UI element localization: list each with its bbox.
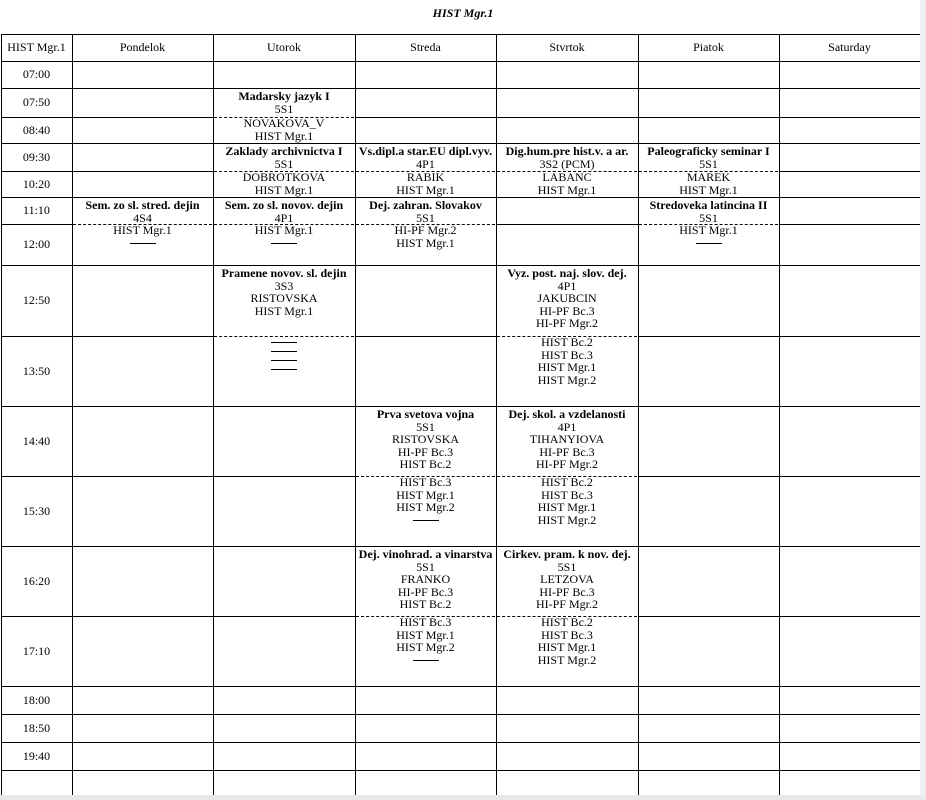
course-divider (639, 224, 778, 225)
row-separator (213, 143, 355, 144)
course-detail: 5S1 (416, 559, 435, 574)
course-detail: 3S2 (PCM) (539, 156, 595, 171)
row-separator (72, 336, 213, 337)
row-separator (72, 406, 213, 407)
row-separator (496, 224, 638, 225)
day-header-piatok: Piatok (693, 40, 724, 55)
course-name: Zaklady archivnictva I (225, 145, 343, 158)
course-divider (356, 171, 495, 172)
course-name: Sem. zo sl. stred. dejin (85, 199, 200, 212)
course-block-bottom (638, 171, 779, 197)
course-block-bottom (496, 171, 638, 197)
course-divider (497, 336, 637, 337)
row-separator (72, 770, 213, 771)
course-detail: HIST Bc.3 (541, 487, 593, 502)
course-block-bottom (638, 224, 779, 265)
course-detail: HIST Mgr.1 (396, 487, 455, 502)
row-separator (72, 143, 213, 144)
row-separator (779, 476, 920, 477)
row-separator (779, 171, 920, 172)
course-block-top (638, 199, 779, 224)
blank-line (271, 360, 297, 361)
day-header-saturday: Saturday (828, 40, 871, 55)
row-separator (638, 770, 779, 771)
column-separator (72, 34, 73, 800)
course-block-bottom (213, 117, 355, 143)
header-bottom-border (1, 61, 920, 62)
course-detail: HIST Bc.2 (541, 336, 593, 349)
course-block[interactable] (213, 199, 355, 265)
course-block-top (496, 408, 638, 476)
course-detail: RISTOVSKA (391, 432, 460, 446)
course-divider (214, 336, 354, 337)
row-separator (779, 714, 920, 715)
course-name: Vs.dipl.a star.EU dipl.vyv. (358, 145, 493, 158)
row-separator (779, 224, 920, 225)
course-detail: HIST Mgr.1 (679, 182, 738, 197)
time-slot-label: 12:00 (22, 237, 51, 252)
course-divider (73, 224, 212, 225)
course-detail: HIST Mgr.1 (679, 224, 738, 237)
course-name: Vyz. post. naj. slov. dej. (507, 267, 627, 280)
row-separator (72, 686, 213, 687)
course-detail: 5S1 (699, 210, 718, 224)
row-separator (496, 88, 638, 89)
course-detail: HIST Mgr.1 (254, 182, 314, 197)
course-detail: HIST Mgr.2 (537, 372, 597, 387)
corner-header: HIST Mgr.1 (7, 40, 66, 55)
course-detail: HIST Mgr.1 (537, 640, 597, 654)
course-detail: 5S1 (274, 156, 294, 171)
time-slot-label: 18:50 (22, 720, 51, 735)
course-block-top (355, 199, 496, 224)
course-detail: HIST Mgr.1 (396, 235, 455, 250)
row-separator (779, 546, 920, 547)
row-separator (355, 197, 496, 198)
course-block-top (638, 145, 779, 171)
course-divider (639, 171, 778, 172)
course-block-bottom (213, 171, 355, 197)
row-separator (72, 88, 213, 89)
row-separator (213, 686, 355, 687)
course-divider (356, 476, 495, 477)
blank-line (413, 660, 439, 661)
day-header-utorok: Utorok (267, 40, 301, 55)
row-separator (779, 88, 920, 89)
day-header-stvrtok: Stvrtok (549, 40, 585, 55)
row-separator (72, 197, 213, 198)
row-separator (72, 171, 213, 172)
course-block-bottom (355, 476, 496, 546)
course-detail: HI-PF Bc.3 (539, 444, 595, 459)
time-slot-label: 14:40 (22, 433, 51, 448)
time-slot-label: 09:30 (22, 149, 51, 164)
course-block-bottom (213, 336, 355, 406)
course-block-top (213, 199, 355, 224)
course-detail: LABANC (542, 171, 592, 184)
course-block[interactable] (638, 199, 779, 265)
time-slot-label: 16:20 (22, 573, 51, 588)
course-detail: HI-PF Mgr.2 (535, 457, 598, 471)
row-separator (1, 770, 72, 771)
course-block-bottom (355, 616, 496, 686)
row-separator (213, 265, 355, 266)
row-separator (72, 476, 213, 477)
course-name: Paleograficky seminar I (647, 145, 770, 158)
course-detail: 4P1 (557, 419, 577, 434)
course-name: Sem. zo sl. novov. dejin (224, 199, 344, 212)
time-slot-label: 12:50 (22, 293, 51, 308)
course-block-top (213, 145, 355, 171)
course-block-top (355, 145, 496, 171)
course-name: Pramene novov. sl. dejin (221, 267, 347, 280)
course-detail: 5S1 (274, 101, 294, 116)
course-block-top (213, 267, 355, 336)
course-detail: HIST Mgr.1 (537, 182, 597, 197)
row-separator (779, 686, 920, 687)
course-detail: HIST Mgr.2 (396, 640, 455, 654)
time-slot-label: 17:10 (22, 643, 51, 658)
row-separator (355, 88, 496, 89)
day-header-streda: Streda (410, 40, 441, 55)
course-block[interactable] (355, 199, 496, 265)
row-separator (779, 336, 920, 337)
time-slot-label: 10:20 (22, 176, 51, 191)
course-divider (497, 476, 637, 477)
course-detail: 3S3 (274, 278, 294, 293)
row-separator (779, 117, 920, 118)
row-separator (213, 88, 355, 89)
course-detail: HIST Bc.3 (399, 616, 452, 629)
row-separator (355, 770, 496, 771)
course-detail: HIST Bc.2 (399, 457, 452, 471)
row-separator (72, 714, 213, 715)
course-detail: HIST Bc.2 (399, 597, 452, 611)
row-separator (638, 714, 779, 715)
course-detail: HIST Mgr.1 (254, 128, 314, 143)
course-detail: HIST Mgr.2 (537, 652, 597, 667)
course-block-bottom (355, 171, 496, 197)
course-name: Dig.hum.pre hist.v. a ar. (505, 145, 629, 158)
course-detail: TIHANYIOVA (529, 432, 605, 446)
row-separator (213, 546, 355, 547)
course-detail: HIST Bc.2 (541, 476, 593, 489)
row-separator (72, 616, 213, 617)
row-separator (638, 616, 779, 617)
course-divider (356, 616, 495, 617)
row-separator (638, 686, 779, 687)
course-detail: HIST Bc.3 (399, 476, 452, 489)
course-name: Stredoveka latincina II (649, 199, 768, 212)
course-detail: HIST Mgr.1 (396, 182, 455, 197)
row-separator (638, 546, 779, 547)
row-separator (638, 336, 779, 337)
course-name: Cirkev. pram. k nov. dej. (503, 548, 631, 561)
course-detail: HI-PF Bc.3 (397, 444, 454, 459)
course-block-top (496, 548, 638, 616)
row-separator (72, 265, 213, 266)
course-divider (214, 117, 354, 118)
blank-line (696, 243, 722, 244)
row-separator (779, 265, 920, 266)
course-block-bottom (355, 224, 496, 265)
course-name: Dej. vinohrad. a vinarstva (358, 548, 493, 561)
row-separator (355, 714, 496, 715)
blank-line (271, 243, 297, 244)
course-detail: RABIK (406, 171, 445, 184)
row-separator (779, 770, 920, 771)
course-detail: HI-PF Mgr.2 (535, 316, 598, 330)
time-slot-label: 08:40 (22, 122, 51, 137)
course-detail: RISTOVSKA (250, 291, 318, 305)
course-block-bottom (72, 224, 213, 265)
course-detail: 5S1 (699, 156, 718, 171)
vertical-scrollbar[interactable] (920, 0, 926, 800)
course-block-top (355, 408, 496, 476)
blank-line (271, 351, 297, 352)
blank-line (271, 369, 297, 370)
course-block-bottom (496, 476, 638, 546)
row-separator (496, 406, 638, 407)
course-detail: JAKUBCIN (537, 291, 597, 305)
course-detail: HIST Mgr.1 (537, 360, 597, 374)
course-detail: HIST Mgr.1 (254, 303, 314, 318)
time-slot-label: 07:50 (22, 95, 51, 110)
row-separator (496, 714, 638, 715)
row-separator (72, 546, 213, 547)
row-separator (355, 265, 496, 266)
row-separator (355, 117, 496, 118)
row-separator (496, 742, 638, 743)
course-detail: NOVAKOVA_V (243, 117, 325, 130)
course-detail: 4P1 (557, 278, 577, 293)
course-detail: HIST Bc.3 (541, 347, 593, 362)
timetable-grid (1, 34, 920, 800)
row-separator (496, 197, 638, 198)
course-detail: HI-PF Bc.3 (539, 584, 595, 599)
course-name: Dej. zahran. Slovakov (369, 199, 482, 212)
row-separator (213, 616, 355, 617)
course-block-top (496, 267, 638, 336)
course-detail: MAREK (686, 171, 731, 184)
row-separator (213, 476, 355, 477)
row-separator (779, 143, 920, 144)
row-separator (213, 406, 355, 407)
course-block[interactable] (496, 408, 638, 546)
row-separator (496, 143, 638, 144)
day-header-pondelok: Pondelok (119, 40, 166, 55)
row-separator (213, 770, 355, 771)
row-separator (779, 616, 920, 617)
course-block-top (213, 90, 355, 117)
row-separator (355, 336, 496, 337)
row-separator (638, 406, 779, 407)
row-separator (72, 742, 213, 743)
course-detail: HIST Mgr.1 (396, 627, 455, 642)
column-separator (779, 34, 780, 800)
course-block[interactable] (496, 548, 638, 686)
row-separator (213, 197, 355, 198)
course-detail: 4S4 (133, 210, 152, 224)
time-slot-label: 18:00 (22, 692, 51, 707)
time-slot-label: 15:30 (22, 503, 51, 518)
row-separator (496, 265, 638, 266)
course-detail: HIST Mgr.2 (537, 512, 597, 527)
course-block-top (72, 199, 213, 224)
time-slot-label: 11:10 (23, 203, 50, 218)
row-separator (779, 197, 920, 198)
course-block[interactable] (355, 408, 496, 546)
course-divider (497, 616, 637, 617)
course-detail: HIST Mgr.1 (254, 224, 314, 237)
course-detail: HIST Bc.3 (541, 627, 593, 642)
time-slot-label: 07:00 (22, 67, 51, 82)
row-separator (638, 143, 779, 144)
course-detail: HIST Mgr.1 (113, 224, 172, 237)
time-slot-label: 13:50 (22, 363, 51, 378)
row-separator (213, 714, 355, 715)
course-divider (214, 171, 354, 172)
course-detail: HIST Mgr.2 (396, 500, 455, 514)
course-detail: HI-PF Bc.3 (397, 584, 454, 599)
course-detail: 5S1 (416, 419, 435, 434)
course-detail: HI-PF Mgr.2 (535, 597, 598, 611)
course-block-bottom (213, 224, 355, 265)
course-block-bottom (496, 616, 638, 686)
row-separator (638, 265, 779, 266)
course-detail: HIST Mgr.1 (537, 500, 597, 514)
blank-line (271, 342, 297, 343)
course-detail: LETZOVA (540, 572, 594, 586)
row-separator (355, 143, 496, 144)
time-slot-label: 19:40 (22, 748, 51, 763)
course-name: Madarsky jazyk I (238, 90, 330, 103)
row-separator (496, 546, 638, 547)
course-detail: 4P1 (416, 156, 435, 171)
course-divider (497, 171, 637, 172)
course-block-top (496, 145, 638, 171)
row-separator (496, 770, 638, 771)
course-detail: 4P1 (274, 210, 294, 224)
course-detail: 5S1 (416, 210, 435, 224)
course-block-bottom (496, 336, 638, 406)
course-block-top (355, 548, 496, 616)
row-separator (355, 546, 496, 547)
course-name: Prva svetova vojna (376, 408, 475, 421)
course-divider (214, 224, 354, 225)
row-separator (638, 197, 779, 198)
course-detail: DOBROTKOVA (242, 171, 326, 184)
row-separator (638, 476, 779, 477)
row-separator (638, 117, 779, 118)
row-separator (213, 742, 355, 743)
row-separator (638, 88, 779, 89)
blank-line (413, 520, 439, 521)
course-name: Dej. skol. a vzdelanosti (508, 408, 626, 421)
course-detail: HI-PF Mgr.2 (394, 224, 457, 237)
row-separator (72, 117, 213, 118)
row-separator (638, 742, 779, 743)
course-detail: HIST Bc.2 (541, 616, 593, 629)
row-separator (355, 686, 496, 687)
course-detail: HI-PF Bc.3 (539, 303, 595, 318)
row-separator (496, 117, 638, 118)
course-detail: FRANKO (400, 572, 451, 586)
row-separator (355, 742, 496, 743)
course-block[interactable] (72, 199, 213, 265)
horizontal-scrollbar[interactable] (0, 795, 926, 800)
row-separator (355, 406, 496, 407)
row-separator (779, 742, 920, 743)
page-title: HIST Mgr.1 (432, 6, 494, 20)
course-block[interactable] (355, 548, 496, 686)
blank-line (130, 243, 156, 244)
course-detail: 5S1 (557, 559, 577, 574)
row-separator (496, 686, 638, 687)
row-separator (779, 406, 920, 407)
course-divider (356, 224, 495, 225)
